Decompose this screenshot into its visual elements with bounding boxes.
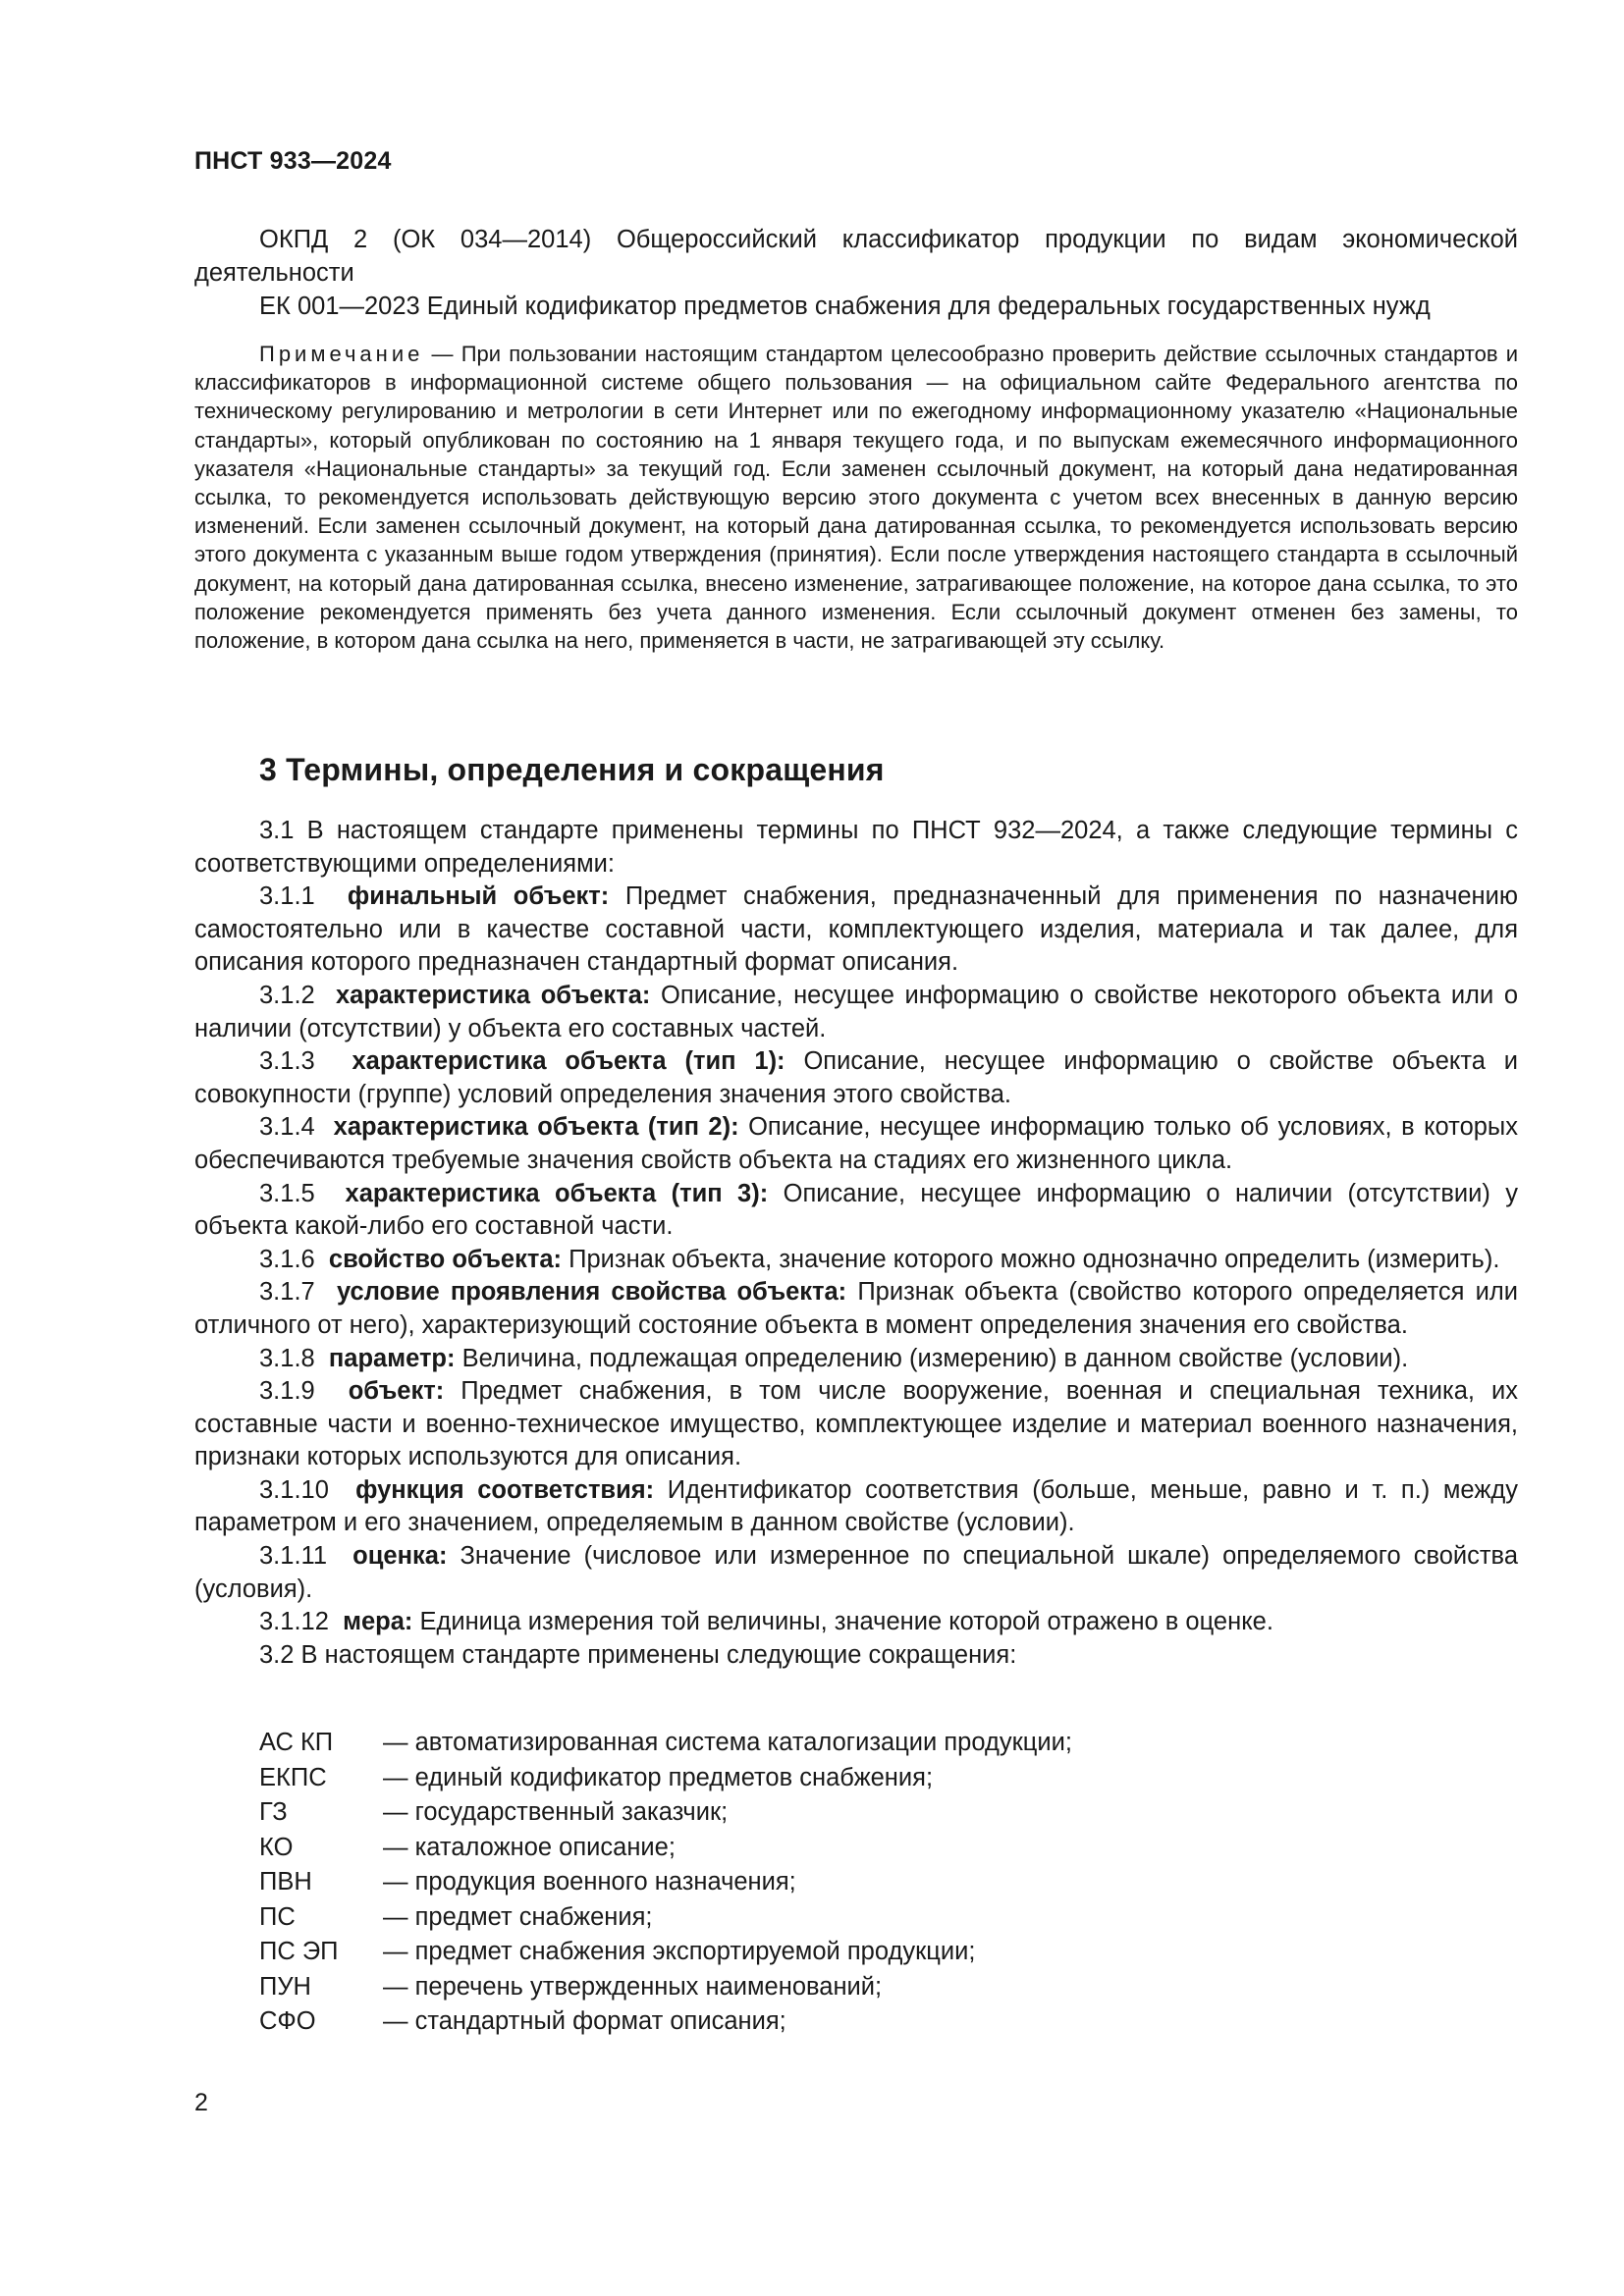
term-name: параметр:	[328, 1344, 456, 1372]
term-definition: Идентификатор соответствия (больше, меньше, равно и т. п.) между параметром и его значением, определяемым в данном свойстве (условии).	[194, 1475, 1519, 1537]
term-name: оценка:	[352, 1542, 448, 1571]
abbreviation-code: СФО	[259, 2007, 316, 2035]
term-item	[194, 1111, 1518, 1177]
abbreviation-definition: — продукция военного назначения;	[383, 1865, 796, 1900]
term-definition: Признак объекта (свойство которого определяется или отличного от него), характеризующий состояние объекта в момент определения значения его свойства.	[194, 1278, 1518, 1339]
section-title: 3 Термины, определения и сокращения	[259, 752, 885, 787]
term-definition: Описание, несущее информацию только об условиях, в которых обеспечиваются требуемые значения свойств объекта на стадиях его жизненного цикла.	[194, 1113, 1519, 1174]
term-name: мера:	[343, 1608, 413, 1636]
abbreviation-code: ПС	[259, 1902, 296, 1931]
abbreviation-row	[259, 1900, 1072, 1936]
reference-okpd2: ОКПД 2 (ОК 034—2014) Общероссийский классификатор продукции по видам экономической деятельности	[194, 226, 1518, 287]
term-definition: Предмет снабжения, предназначенный для применения по назначению самостоятельно или в качестве составной части, комплектующего изделия, материала и так далее, для описания которого предназначен стандартный формат описания.	[194, 882, 1519, 977]
terms-intro: 3.1 В настоящем стандарте применены термины по ПНСТ 932—2024, а также следующие термины с соответствующими определениями:	[194, 817, 1518, 878]
page-number: 2	[194, 2089, 208, 2116]
abbreviation-definition: — автоматизированная система каталогизации продукции;	[383, 1726, 1072, 1761]
term-definition: Описание, несущее информацию о наличии (отсутствии) у объекта какой-либо его составной части.	[194, 1179, 1519, 1241]
abbreviation-definition: — каталожное описание;	[383, 1831, 676, 1866]
abbreviation-row	[259, 1935, 1072, 1970]
term-definition: Предмет снабжения, в том числе вооружение, военная и специальная техника, их составные части и военно-техническое имущество, комплектующее изделие и материал военного назначения, признаки которых используются для описания.	[194, 1377, 1518, 1471]
term-item	[194, 1540, 1518, 1606]
abbreviation-row	[259, 1761, 1072, 1796]
term-name: объект:	[348, 1377, 445, 1406]
abbreviation-row	[259, 1970, 1072, 2005]
term-item	[194, 1276, 1518, 1342]
document-header: ПНСТ 933—2024	[194, 147, 392, 175]
term-number: 3.1.11	[259, 1542, 328, 1571]
term-name: характеристика объекта (тип 1):	[352, 1047, 785, 1076]
term-definition: Значение (числовое или измеренное по специальной шкале) определяемого свойства (условия).	[194, 1542, 1519, 1603]
term-item	[194, 1375, 1518, 1474]
term-number: 3.1.12	[259, 1608, 329, 1636]
term-number: 3.1.2	[259, 981, 315, 1009]
abbreviation-code: ЕКПС	[259, 1763, 327, 1791]
abbreviation-definition: — перечень утвержденных наименований;	[383, 1970, 882, 2005]
abbreviation-definition: — единый кодификатор предметов снабжения;	[383, 1761, 933, 1796]
note-label: Примечание	[259, 342, 424, 366]
abbreviation-row	[259, 2004, 1072, 2040]
term-item	[194, 1606, 1518, 1639]
term-definition: Единица измерения той величины, значение которой отражено в оценке.	[419, 1608, 1273, 1636]
abbreviation-row	[259, 1726, 1072, 1761]
term-item	[194, 1178, 1518, 1244]
note-paragraph	[194, 340, 1518, 655]
abbreviations-list	[259, 1726, 1072, 2040]
term-definition: Описание, несущее информацию о свойстве объекта и совокупности (группе) условий определения значения этого свойства.	[194, 1047, 1519, 1108]
term-item	[194, 1244, 1518, 1277]
term-name: характеристика объекта (тип 2):	[333, 1113, 739, 1142]
term-item	[194, 1474, 1518, 1540]
abbreviation-code: КО	[259, 1833, 294, 1861]
term-name: свойство объекта:	[328, 1245, 563, 1273]
abbreviation-row	[259, 1795, 1072, 1831]
abbreviation-code: ПС ЭП	[259, 1938, 339, 1965]
term-number: 3.1.8	[259, 1344, 315, 1372]
normative-references	[194, 223, 1518, 323]
term-number: 3.1.10	[259, 1475, 329, 1504]
term-name: финальный объект:	[347, 882, 610, 911]
term-number: 3.1.1	[259, 882, 315, 911]
terms-section	[194, 815, 1518, 1672]
term-name: функция соответствия:	[355, 1475, 655, 1504]
term-definition: Описание, несущее информацию о свойстве некоторого объекта или о наличии (отсутствии) у объекта его составных частей.	[194, 981, 1518, 1042]
term-number: 3.1.5	[259, 1179, 315, 1207]
abbreviation-definition: — государственный заказчик;	[383, 1795, 728, 1831]
term-number: 3.1.7	[259, 1278, 315, 1307]
abbreviation-row	[259, 1865, 1072, 1900]
abbreviations-intro: 3.2 В настоящем стандарте применены следующие сокращения:	[259, 1640, 1017, 1669]
term-number: 3.1.9	[259, 1377, 315, 1406]
term-number: 3.1.4	[259, 1113, 315, 1142]
term-name: характеристика объекта:	[335, 981, 651, 1009]
term-item	[194, 1045, 1518, 1111]
abbreviation-row	[259, 1831, 1072, 1866]
abbreviation-code: ПВН	[259, 1868, 312, 1896]
abbreviation-code: ПУН	[259, 1972, 311, 2001]
term-item	[194, 980, 1518, 1045]
abbreviation-definition: — предмет снабжения экспортируемой продукции;	[383, 1935, 975, 1970]
term-item	[194, 1343, 1518, 1376]
term-number: 3.1.3	[259, 1047, 315, 1076]
abbreviation-definition: — предмет снабжения;	[383, 1900, 653, 1936]
term-number: 3.1.6	[259, 1245, 315, 1273]
term-definition: Величина, подлежащая определению (измерению) в данном свойстве (условии).	[461, 1344, 1409, 1372]
term-definition: Признак объекта, значение которого можно однозначно определить (измерить).	[568, 1245, 1500, 1273]
term-name: характеристика объекта (тип 3):	[345, 1179, 769, 1207]
abbreviation-code: АС КП	[259, 1729, 334, 1756]
abbreviation-code: ГЗ	[259, 1798, 288, 1826]
note-block	[194, 340, 1518, 655]
reference-ek001: ЕК 001—2023 Единый кодификатор предметов снабжения для федеральных государственных нужд	[259, 293, 1431, 320]
term-name: условие проявления свойства объекта:	[336, 1278, 847, 1307]
abbreviation-definition: — стандартный формат описания;	[383, 2004, 786, 2040]
term-item	[194, 881, 1518, 980]
note-text: — При пользовании настоящим стандартом целесообразно проверить действие ссылочных стандартов и классификаторов в информационной системе общего пользования — на официальном сайте Федерального агентства по техническому регулированию и метрологии в сети Интернет или по ежегодному информационному указателю «Национальные стандарты», который опубликован по состоянию на 1 января текущего года, и по выпускам ежемесячного информационного указателя «Национальные стандарты» за текущий год. Если заменен ссылочный документ, на который дана недатированная ссылка, то рекомендуется использовать действующую версию этого документа с учетом всех внесенных в данную версию изменений. Если заменен ссылочный документ, на который дана датированная ссылка, то рекомендуется использовать версию этого документа с указанным выше годом утверждения (принятия). Если после утверждения настоящего стандарта в ссылочный документ, на который дана датированная ссылка, внесено изменение, затрагивающее положение, на которое дана ссылка, то это положение рекомендуется применять без учета данного изменения. Если ссылочный документ отменен без замены, то положение, в котором дана ссылка на него, применяется в части, не затрагивающей эту ссылку.	[194, 342, 1518, 654]
